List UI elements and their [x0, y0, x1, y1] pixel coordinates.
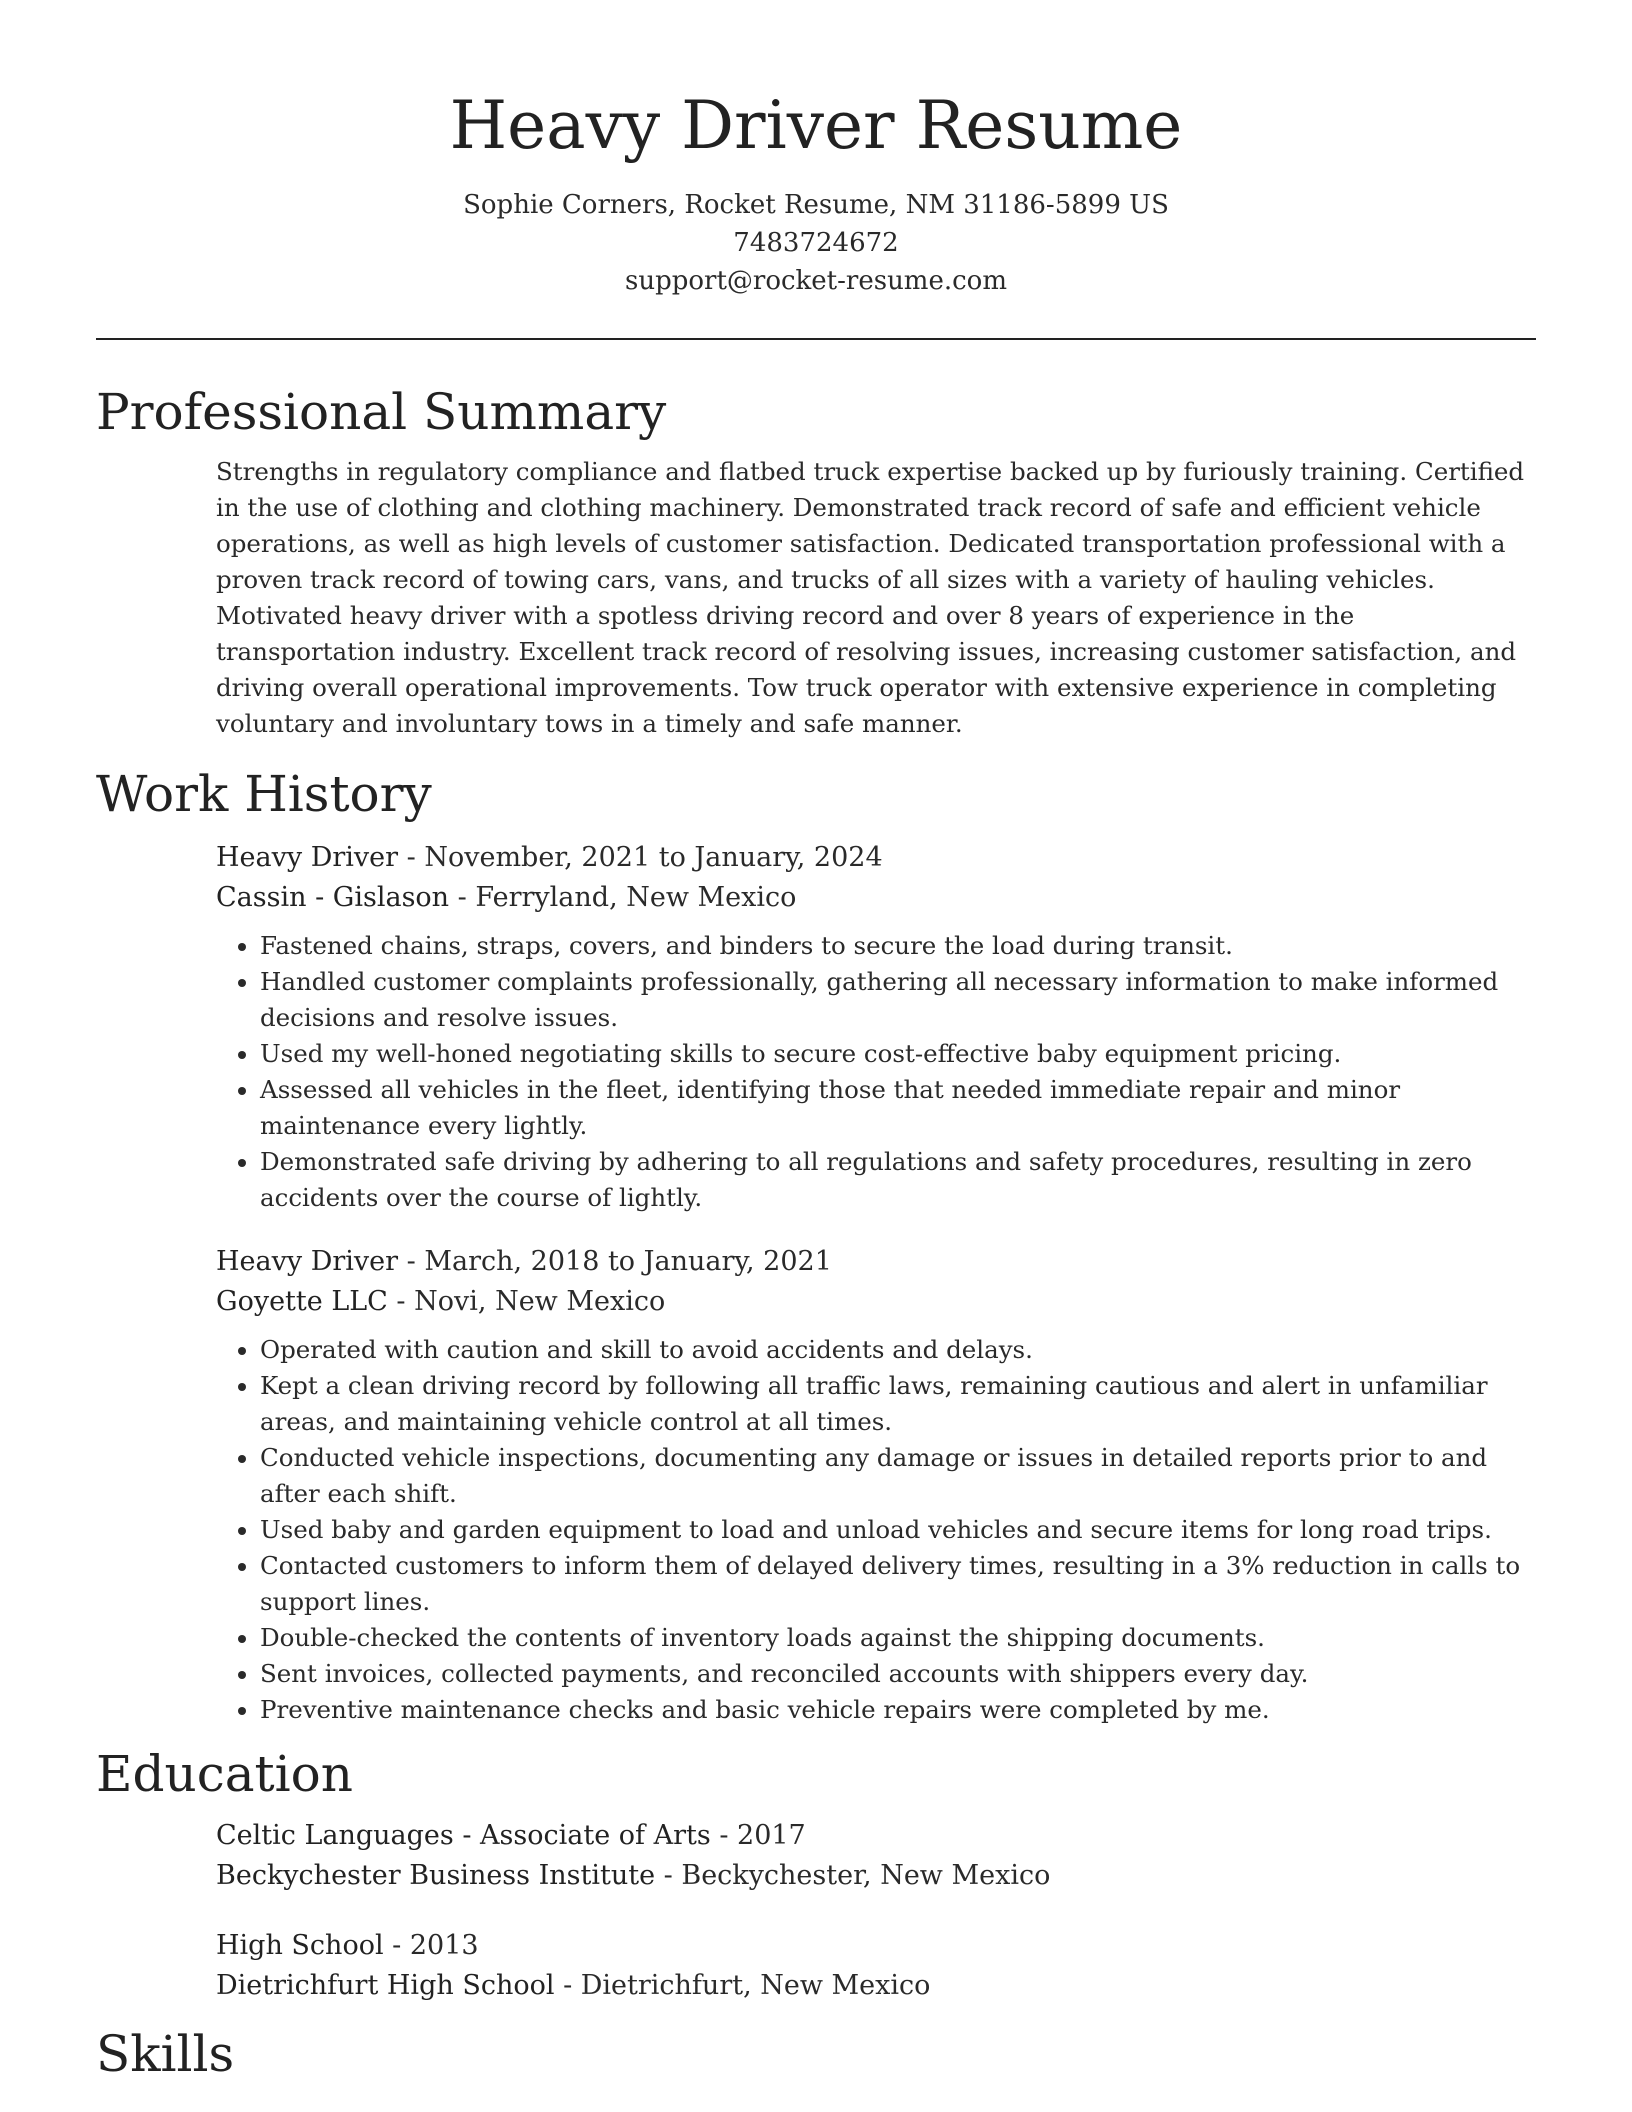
- contact-info: [96, 186, 1536, 300]
- job-bullet: • Sent invoices, collected payments, and reconciled accounts with shippers every day.: [260, 1656, 1536, 1692]
- job-bullet: • Fastened chains, straps, covers, and binders to secure the load during transit.: [260, 928, 1536, 964]
- work-history-heading: Work History: [96, 765, 432, 823]
- education-degree-line: [216, 1926, 1536, 1966]
- job-role: Heavy Driver: [216, 842, 399, 873]
- job-location: - Novi, New Mexico: [387, 1286, 666, 1317]
- job-bullet: • Contacted customers to inform them of delayed delivery times, resulting in a 3% reduction in calls to support lines.: [260, 1548, 1536, 1620]
- job-bullet: • Double-checked the contents of inventory loads against the shipping documents.: [260, 1620, 1536, 1656]
- education-school: Dietrichfurt High School: [216, 1970, 555, 2001]
- education-entry: [216, 1816, 1536, 1896]
- resume-page: [96, 0, 1536, 2084]
- job-bullet: • Assessed all vehicles in the fleet, identifying those that needed immediate repair and minor maintenance every lightly.: [260, 1072, 1536, 1144]
- job-bullets: [216, 928, 1536, 1216]
- job-bullets: [216, 1332, 1536, 1728]
- job-dates: - November, 2021 to January, 2024: [398, 842, 883, 873]
- education-school-line: [216, 1856, 1536, 1896]
- skills-section: [96, 2024, 1536, 2084]
- education-location: - Dietrichfurt, New Mexico: [554, 1970, 931, 2001]
- job-bullet: • Used my well-honed negotiating skills to secure cost-effective baby equipment pricing.: [260, 1036, 1536, 1072]
- job-company-line: [216, 1282, 1536, 1322]
- job-location: - Ferryland, New Mexico: [449, 882, 797, 913]
- job-role: Heavy Driver: [216, 1246, 399, 1277]
- job-bullet: • Demonstrated safe driving by adhering to all regulations and safety procedures, resulting in zero accidents over the course of lightly.: [260, 1144, 1536, 1216]
- contact-phone: 7483724672: [733, 228, 899, 258]
- summary-heading: Professional Summary: [96, 383, 667, 441]
- skills-heading: Skills: [96, 2025, 235, 2083]
- job-company-line: [216, 878, 1536, 918]
- job-company: Cassin - Gislason: [216, 882, 450, 913]
- education-year: - 2017: [710, 1820, 806, 1851]
- job-entry: [216, 1242, 1536, 1728]
- education-year: - 2013: [383, 1930, 479, 1961]
- job-bullet: • Used baby and garden equipment to load and unload vehicles and secure items for long road trips.: [260, 1512, 1536, 1548]
- contact-email: support@rocket-resume.com: [624, 266, 1007, 296]
- education-degree-line: [216, 1816, 1536, 1856]
- job-bullet: • Conducted vehicle inspections, documenting any damage or issues in detailed reports prior to and after each shift.: [260, 1440, 1536, 1512]
- education-heading: Education: [96, 1745, 353, 1803]
- job-bullet: • Preventive maintenance checks and basic vehicle repairs were completed by me.: [260, 1692, 1536, 1728]
- job-bullet: • Operated with caution and skill to avoid accidents and delays.: [260, 1332, 1536, 1368]
- work-history-section: [96, 764, 1536, 1728]
- job-bullet: • Handled customer complaints professionally, gathering all necessary information to make informed decisions and resolve issues.: [260, 964, 1536, 1036]
- job-bullet: • Kept a clean driving record by following all traffic laws, remaining cautious and alert in unfamiliar areas, and maintaining vehicle control at all times.: [260, 1368, 1536, 1440]
- job-entry: [216, 838, 1536, 1216]
- job-company: Goyette LLC: [216, 1286, 388, 1317]
- education-school: Beckychester Business Institute: [216, 1860, 656, 1891]
- education-location: - Beckychester, New Mexico: [655, 1860, 1051, 1891]
- education-degree: High School: [216, 1930, 384, 1961]
- job-dates: - March, 2018 to January, 2021: [398, 1246, 832, 1277]
- education-section: [96, 1744, 1536, 2006]
- education-school-line: [216, 1966, 1536, 2006]
- summary-section: [96, 382, 1536, 742]
- resume-title: Heavy Driver Resume: [449, 87, 1183, 164]
- contact-address: Sophie Corners, Rocket Resume, NM 31186-5899 US: [463, 190, 1169, 220]
- summary-text: Strengths in regulatory compliance and flatbed truck expertise backed up by furiously training. Certified in the use of clothing and clothing machinery. Demonstrated track record of safe and efficient vehicle operations, as well as high levels of customer satisfaction. Dedicated transportation professional with a proven track record of towing cars, vans, and trucks of all sizes with a variety of hauling vehicles. Motivated heavy driver with a spotless driving record and over 8 years of experience in the transportation industry. Excellent track record of resolving issues, increasing customer satisfaction, and driving overall operational improvements. Tow truck operator with extensive experience in completing voluntary and involuntary tows in a timely and safe manner.: [216, 457, 1525, 738]
- education-entry: [216, 1926, 1536, 2006]
- job-title-line: [216, 1242, 1536, 1282]
- education-degree: Celtic Languages - Associate of Arts: [216, 1820, 711, 1851]
- job-title-line: [216, 838, 1536, 878]
- resume-header: [96, 0, 1536, 300]
- header-divider: [96, 338, 1536, 340]
